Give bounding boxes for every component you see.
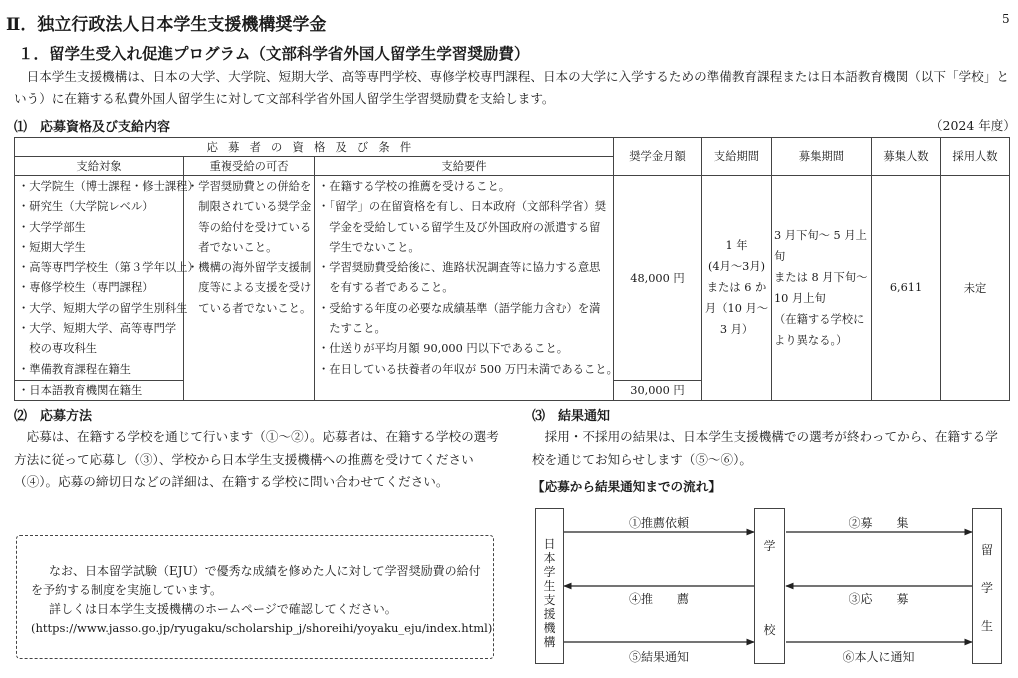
requirement-line: 学金を受給している留学生及び外国政府の派遣する留 (318, 220, 601, 234)
box-student-1: 留 (980, 543, 993, 557)
recruit-line: 10 月上旬 (774, 291, 826, 305)
page-number: 5 (1002, 12, 1010, 26)
box-student (972, 508, 1002, 664)
requirement-line: 学生でないこと。 (318, 240, 420, 254)
period-line: (4月～3月) (707, 260, 766, 274)
header-adopt-count: 採用人数 (941, 138, 1010, 176)
period-line: 3 月） (719, 323, 754, 337)
cell-duplicate (184, 176, 315, 401)
note-line-2: 詳しくは日本学生支援機構のホームページで確認してください。 (49, 602, 397, 616)
arrow-1-label: ①推薦依頼 (628, 516, 689, 530)
fiscal-year: （2024 年度） (930, 118, 1016, 133)
period-line: または 6 か (706, 281, 767, 295)
eligibility-table (14, 137, 1010, 401)
target-item: ・大学学部生 (18, 220, 86, 234)
requirement-line: ・仕送りが平均月額 90,000 円以下であること。 (318, 342, 569, 356)
header-target: 支給対象 (15, 157, 184, 176)
header-period: 支給期間 (702, 138, 772, 176)
section2-heading: ⑵ 応募方法 (14, 409, 93, 424)
duplicate-line: ている者でないこと。 (187, 301, 312, 315)
section1-heading: ⑴ 応募資格及び支給内容 (14, 120, 171, 135)
duplicate-line: 者でないこと。 (187, 240, 278, 254)
period-line: 月（10 月～ (704, 302, 769, 316)
arrow-5-label: ⑤結果通知 (628, 650, 689, 664)
program-intro (14, 66, 1010, 110)
section3-body (532, 426, 1010, 471)
header-recruit-count: 募集人数 (872, 138, 941, 176)
requirement-line: ・学習奨励費受給後に、進路状況調査等に協力する意思 (318, 261, 601, 275)
target-item: ・研究生（大学院レベル） (18, 200, 154, 214)
cell-requirements (315, 176, 618, 401)
duplicate-line: 制限されている奨学金 (187, 200, 312, 214)
requirement-line: たすこと。 (318, 322, 386, 336)
target-item: ・大学院生（博士課程・修士課程） (18, 180, 199, 193)
header-duplicate: 重複受給の可否 (184, 157, 315, 176)
section2-text: 応募は、在籍する学校を通じて行います（①～②）。応募者は、在籍する学校の選考方法に従って応募し（③）、学校から日本学生支援機構への推薦を受けてください（④）。応募の締切日などの詳細は、在籍する学校に問い合わせてください。 (14, 429, 499, 490)
note-line-1: なお、日本留学試験（EJU）で優秀な成績を修めた人に対して学習奨励費の給付を予約する制度を実施しています。 (31, 564, 481, 597)
group-header: 応募者の資格及び条件 (15, 138, 614, 157)
section3-text: 採用・不採用の結果は、日本学生支援機構での選考が終わってから、在籍する学校を通じてお知らせします（⑤～⑥）。 (532, 429, 998, 467)
box-student-2: 学 (980, 581, 993, 595)
target-item: ・専修学校生（専門課程） (18, 281, 154, 295)
duplicate-line: ・学習奨励費との併給を (187, 180, 312, 193)
program-heading: １．留学生受入れ促進プログラム（文部科学省外国人留学生学習奨励費） (18, 45, 530, 63)
recruit-line: 3 月下旬～ 5 月上旬 (774, 228, 867, 263)
section3-heading: ⑶ 結果通知 (532, 409, 611, 424)
box-jasso-label: 日本学生支援機構 (543, 537, 556, 649)
cell-monthly-jp: 30,000 円 (614, 380, 702, 400)
target-item: ・大学、短期大学の留学生別科生 (18, 301, 188, 315)
target-item: ・大学、短期大学、高等専門学 (18, 322, 177, 336)
section2-body (14, 426, 504, 494)
box-school-bottom: 校 (763, 623, 776, 637)
cell-target-jp: ・日本語教育機関在籍生 (15, 380, 184, 400)
box-student-3: 生 (980, 619, 993, 633)
cell-recruit-period (772, 176, 872, 401)
recruit-line: または 8 月下旬～ (774, 270, 868, 284)
flow-title: 【応募から結果通知までの流れ】 (532, 479, 721, 494)
recruit-line: （在籍する学校に (774, 312, 865, 326)
cell-adopt-count: 未定 (941, 176, 1010, 401)
requirement-line: ・受給する年度の必要な成績基準（語学能力含む）を満 (318, 301, 601, 315)
arrow-2-label: ②募 集 (848, 516, 909, 530)
requirement-line: ・在籍する学校の推薦を受けること。 (318, 180, 511, 193)
note-url: (https://www.jasso.go.jp/ryugaku/scholarship_j/shoreihi/yoyaku_eju/index.html) (31, 621, 493, 635)
target-item: ・短期大学生 (18, 240, 86, 254)
arrow-4-label: ④推 薦 (628, 592, 689, 606)
period-line: 1 年 (725, 239, 748, 253)
duplicate-line: 度等による支援を受け (187, 281, 312, 295)
cell-targets (15, 176, 199, 381)
target-item: ・準備教育課程在籍生 (18, 362, 131, 376)
requirement-line: ・「留学」の在留資格を有し、日本政府（文部科学省）奨 (318, 200, 607, 214)
requirement-line: を有する者であること。 (318, 281, 454, 295)
target-item: 校の専攻科生 (18, 342, 98, 356)
duplicate-line: 等の給付を受けている (187, 220, 312, 234)
recruit-line: より異なる。） (774, 333, 848, 347)
page-title: Ⅱ．独立行政法人日本学生支援機構奨学金 (6, 15, 327, 35)
header-recruit-period: 募集期間 (772, 138, 872, 176)
box-jasso (535, 508, 564, 664)
arrow-3-label: ③応 募 (848, 592, 909, 606)
box-school (754, 508, 785, 664)
box-school-top: 学 (763, 539, 776, 553)
target-item: ・高等専門学校生（第３学年以上） (18, 261, 199, 275)
requirement-line: ・在日している扶養者の年収が 500 万円未満であること。 (318, 362, 618, 376)
header-requirements: 支給要件 (315, 157, 614, 176)
cell-period (702, 176, 772, 401)
program-intro-text: 日本学生支援機構は、日本の大学、大学院、短期大学、高等専門学校、専修学校専門課程、日本の大学に入学するための準備教育課程または日本語教育機関（以下「学校」という）に在籍する私費外国人留学生に対して文部科学省外国人留学生学習奨励費を支給します。 (14, 69, 1009, 106)
cell-recruit-count: 6,611 (872, 176, 941, 401)
cell-monthly-main: 48,000 円 (614, 176, 702, 381)
duplicate-line: ・機構の海外留学支援制 (187, 261, 312, 275)
header-monthly: 奨学金月額 (614, 138, 702, 176)
arrow-6-label: ⑥本人に通知 (842, 650, 915, 664)
note-box (16, 535, 494, 659)
